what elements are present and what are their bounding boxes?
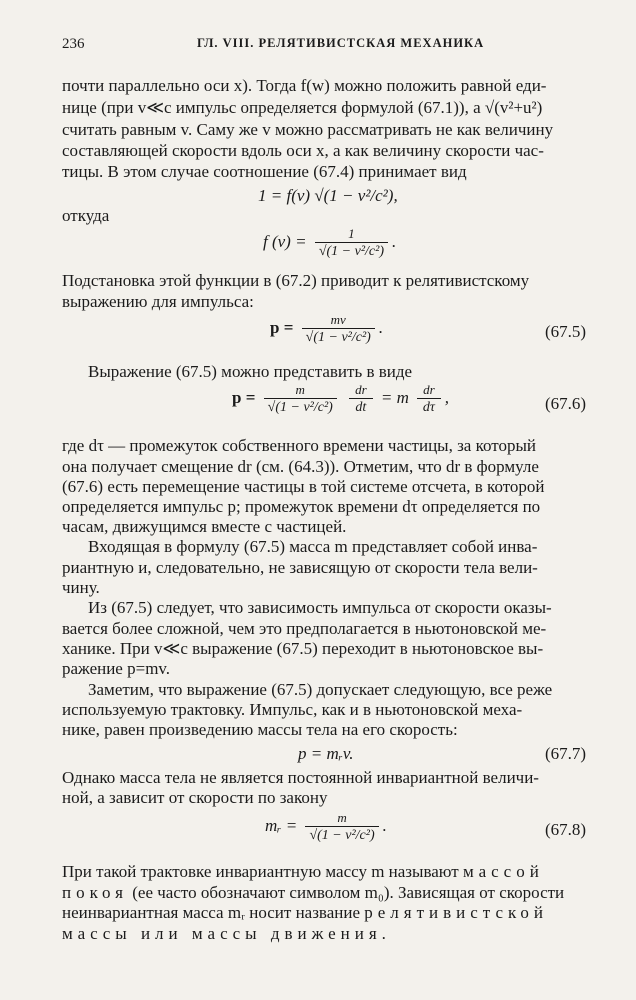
spaced-term: массы или массы движения. [62, 924, 391, 943]
equation-67-7: p = mᵣv. [298, 744, 354, 763]
fraction-denominator: dτ [417, 398, 441, 416]
fraction-numerator: dr [355, 382, 367, 397]
equation-lhs: p = [232, 387, 256, 407]
text-line [62, 883, 564, 903]
text-line: Подстановка этой функции в (67.2) приводит к релятивистскому [62, 271, 530, 290]
text-line: тицы. В этом случае соотношение (67.4) принимает вид [62, 162, 467, 181]
spaced-term: массой [462, 862, 544, 881]
text-line: часам, движущимся вместе с частицей. [62, 517, 347, 536]
page-number: 236 [62, 36, 85, 52]
fraction [349, 382, 373, 416]
text-run: неинвариантная масса mᵣ носит название [62, 903, 365, 922]
equation-67-8 [265, 810, 387, 844]
equation-middle: = m [380, 387, 409, 407]
equation-number: (67.5) [545, 322, 587, 341]
fraction [264, 382, 337, 416]
fraction-numerator: m [337, 810, 347, 825]
equation-number: (67.7) [545, 744, 587, 763]
equation-lhs: mᵣ = [265, 815, 298, 835]
text-line: вается более сложной, чем это предполагается в ньютоновской ме- [62, 619, 547, 638]
text-line: (67.6) есть перемещение частицы в той системе отсчета, в которой [62, 477, 545, 496]
text-line: чину. [62, 578, 100, 597]
text-line: составляющей скорости вдоль оси x, а как величину скорости час- [62, 141, 544, 160]
equation-number: (67.8) [545, 820, 587, 839]
text-line: откуда [62, 206, 110, 225]
fraction [305, 810, 378, 844]
spaced-term: покоя [62, 883, 128, 902]
equation-tail: . [391, 231, 397, 251]
text-line: риантную и, следовательно, не зависящую от скорости тела вели- [62, 558, 538, 577]
text-line: ной, а зависит от скорости по закону [62, 788, 328, 807]
equation-number: (67.6) [545, 394, 587, 413]
running-head: ГЛ. VIII. РЕЛЯТИВИСТСКАЯ МЕХАНИКА [197, 36, 485, 50]
text-line: почти параллельно оси x). Тогда f(w) можно положить равной еди- [62, 76, 547, 95]
fraction [315, 226, 388, 260]
text-run: (ее часто обозначают символом m₀). Зависящая от скорости [128, 883, 565, 902]
text-line: определяется импульс p; промежуток времени dτ определяется по [62, 497, 541, 516]
equation-lhs: p = [270, 317, 294, 337]
text-line: Входящая в формулу (67.5) масса m представляет собой инва- [88, 537, 538, 556]
text-line [62, 903, 548, 923]
text-line: Однако масса тела не является постоянной инвариантной величи- [62, 768, 539, 787]
equation-f-of-v [263, 226, 396, 260]
fraction-denominator: √(1 − v²/c²) [315, 242, 388, 260]
fraction-denominator: √(1 − v²/c²) [264, 398, 337, 416]
equation-67-5 [270, 312, 383, 346]
text-line [62, 924, 391, 944]
text-line: считать равным v. Саму же v можно рассматривать не как величину [62, 120, 554, 139]
text-line: Из (67.5) следует, что зависимость импульса от скорости оказы- [88, 598, 552, 617]
fraction [417, 382, 441, 416]
text-run: При такой трактовке инвариантную массу m называют [62, 862, 463, 881]
text-line: выражению для импульса: [62, 292, 254, 311]
fraction [302, 312, 375, 346]
fraction-numerator: mv [330, 312, 346, 327]
equation-67-6 [232, 382, 449, 416]
equation-tail: , [444, 387, 449, 407]
fraction-denominator: dt [349, 398, 373, 416]
equation-tail: . [378, 317, 384, 337]
fraction-denominator: √(1 − v²/c²) [305, 826, 378, 844]
text-line: нице (при v≪c импульс определяется формулой (67.1)), а √(v²+u²) [62, 98, 543, 117]
text-line: Выражение (67.5) можно представить в виде [88, 362, 413, 381]
fraction-numerator: m [295, 382, 305, 397]
text-line: Заметим, что выражение (67.5) допускает следующую, все реже [88, 680, 553, 699]
fraction-numerator: dr [423, 382, 435, 397]
equation-tail: . [382, 815, 387, 835]
text-line: ханике. При v≪c выражение (67.5) переходит в ньютоновское вы- [62, 639, 544, 658]
equation-lhs: f (v) = [263, 231, 307, 251]
equation-67-4: 1 = f(v) √(1 − v²/c²), [258, 186, 398, 205]
page-header [62, 36, 606, 58]
text-line: где dτ — промежуток собственного времени частицы, за который [62, 436, 536, 455]
spaced-term: релятивистской [364, 903, 548, 922]
fraction-denominator: √(1 − v²/c²) [302, 328, 375, 346]
text-line: она получает смещение dr (см. (64.3)). Отметим, что dr в формуле [62, 457, 539, 476]
text-line [62, 862, 544, 882]
text-line: используемую трактовку. Импульс, как и в ньютоновской меха- [62, 700, 523, 719]
text-line: ражение p=mv. [62, 659, 171, 678]
fraction-numerator: 1 [348, 226, 355, 241]
text-line: нике, равен произведению массы тела на его скорость: [62, 720, 458, 739]
